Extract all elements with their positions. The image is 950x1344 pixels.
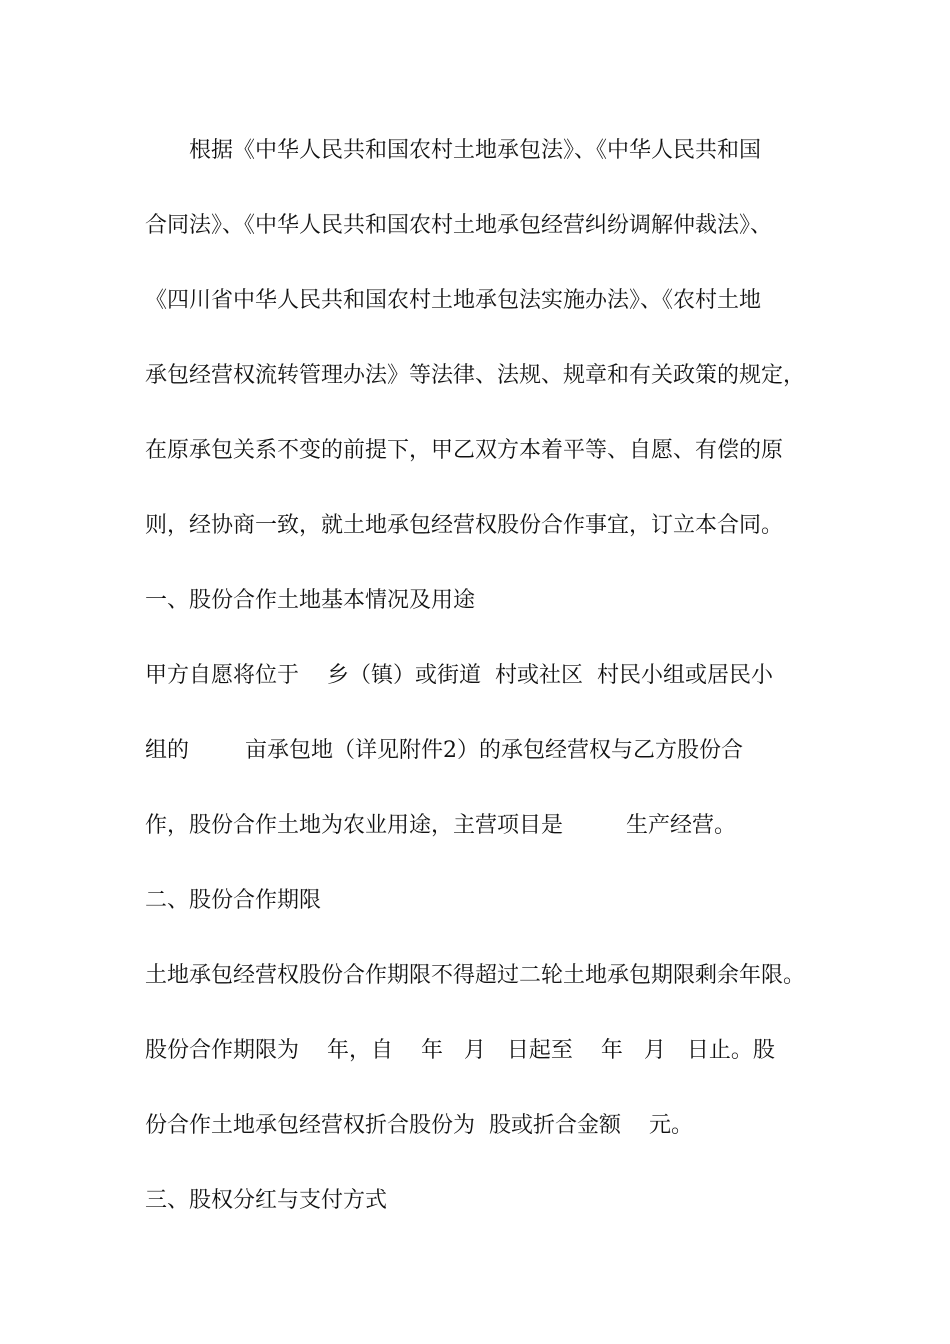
- paragraph-line: 土地承包经营权股份合作期限不得超过二轮土地承包期限剩余年限。: [145, 963, 806, 988]
- paragraph-line: 组的 亩承包地（详见附件2）的承包经营权与乙方股份合: [145, 738, 743, 763]
- section-heading: 二、股份合作期限: [145, 888, 322, 913]
- paragraph-line: 则，经协商一致，就土地承包经营权股份合作事宜，订立本合同。: [145, 513, 784, 538]
- paragraph-line: 股份合作期限为 年，自 年 月 日起至 年 月 日止。股: [145, 1038, 775, 1063]
- paragraph-line: 在原承包关系不变的前提下，甲乙双方本着平等、自愿、有偿的原: [145, 438, 784, 463]
- paragraph-line: 合同法》、《中华人民共和国农村土地承包经营纠纷调解仲裁法》、: [145, 213, 773, 238]
- paragraph-line: 承包经营权流转管理办法》等法律、法规、规章和有关政策的规定，: [145, 363, 806, 388]
- paragraph-line: 甲方自愿将位于 乡（镇）或街道 村或社区 村民小组或居民小: [145, 663, 773, 688]
- paragraph-line: 份合作土地承包经营权折合股份为 股或折合金额 元。: [145, 1113, 693, 1138]
- section-heading: 三、股权分红与支付方式: [145, 1188, 388, 1213]
- section-heading: 一、股份合作土地基本情况及用途: [145, 588, 476, 613]
- paragraph-line: 《四川省中华人民共和国农村土地承包法实施办法》、《农村土地: [145, 288, 762, 313]
- paragraph-line: 根据《中华人民共和国农村土地承包法》、《中华人民共和国: [189, 138, 762, 163]
- paragraph-line: 作，股份合作土地为农业用途，主营项目是 生产经营。: [145, 813, 736, 838]
